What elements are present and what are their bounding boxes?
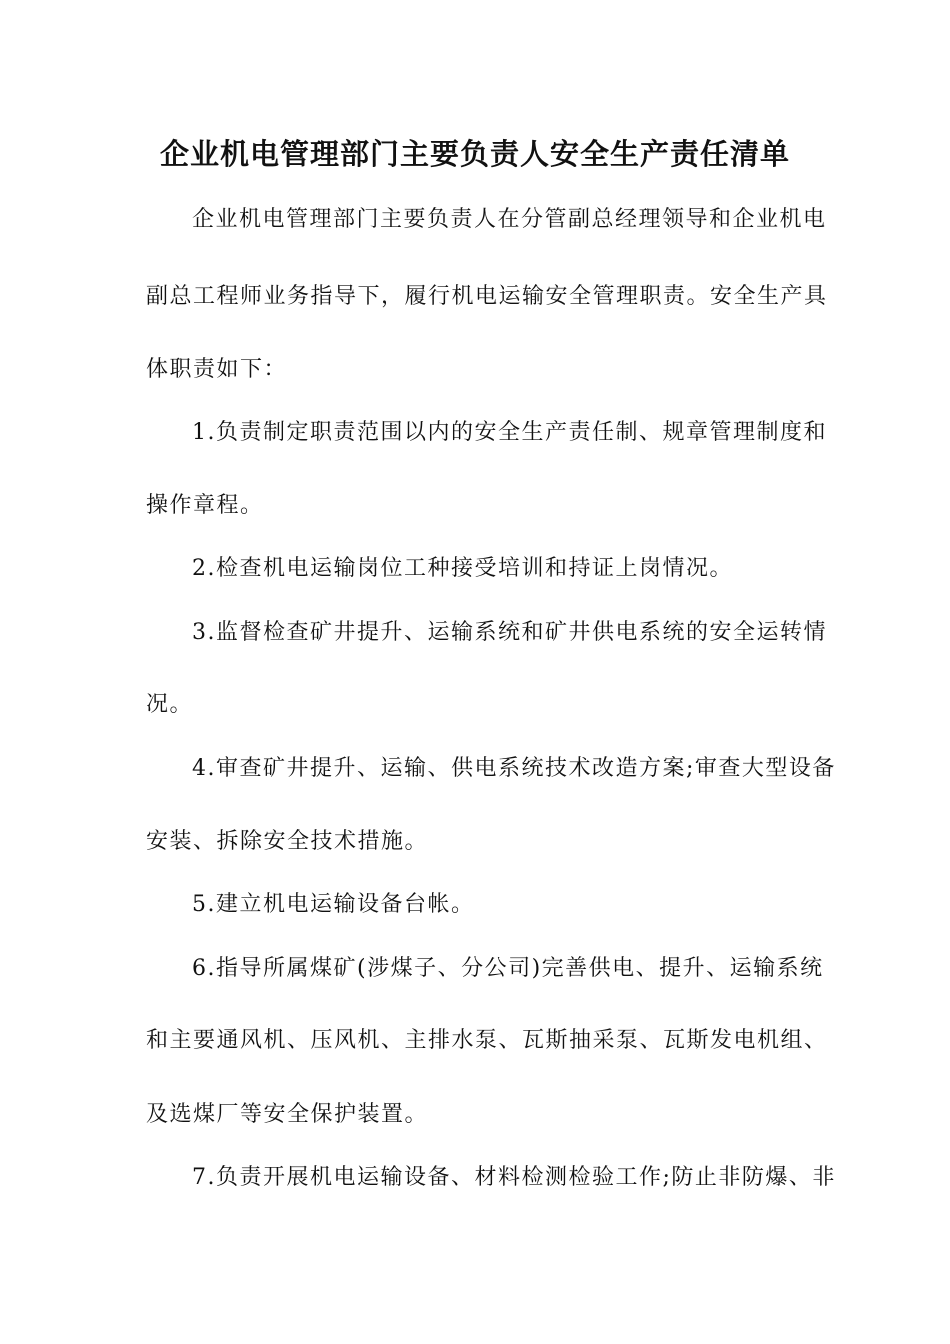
list-item-1-line: 操作章程。 xyxy=(146,493,264,518)
list-item-3-line: 况。 xyxy=(146,692,194,717)
paragraph-line: 副总工程师业务指导下，履行机电运输安全管理职责。安全生产具 xyxy=(146,284,828,309)
paragraph-line: 体职责如下： xyxy=(146,357,288,382)
list-item-4-line: 安装、拆除安全技术措施。 xyxy=(146,829,429,854)
list-item-2-line: 2.检查机电运输岗位工种接受培训和持证上岗情况。 xyxy=(192,556,733,581)
list-item-6-line: 和主要通风机、压风机、主排水泵、瓦斯抽采泵、瓦斯发电机组、 xyxy=(146,1028,828,1053)
list-item-3-line: 3.监督检查矿井提升、运输系统和矿井供电系统的安全运转情 xyxy=(192,620,827,645)
list-item-5-line: 5.建立机电运输设备台帐。 xyxy=(192,892,475,917)
list-item-7-line: 7.负责开展机电运输设备、材料检测检验工作;防止非防爆、非 xyxy=(192,1165,836,1190)
list-item-1-line: 1.负责制定职责范围以内的安全生产责任制、规章管理制度和 xyxy=(192,420,827,445)
paragraph-line: 企业机电管理部门主要负责人在分管副总经理领导和企业机电 xyxy=(192,207,827,232)
document-title: 企业机电管理部门主要负责人安全生产责任清单 xyxy=(159,137,790,171)
list-item-6-line: 及选煤厂等安全保护装置。 xyxy=(146,1102,429,1127)
list-item-6-line: 6.指导所属煤矿(涉煤子、分公司)完善供电、提升、运输系统 xyxy=(192,956,824,981)
list-item-4-line: 4.审查矿井提升、运输、供电系统技术改造方案;审查大型设备 xyxy=(192,756,836,781)
